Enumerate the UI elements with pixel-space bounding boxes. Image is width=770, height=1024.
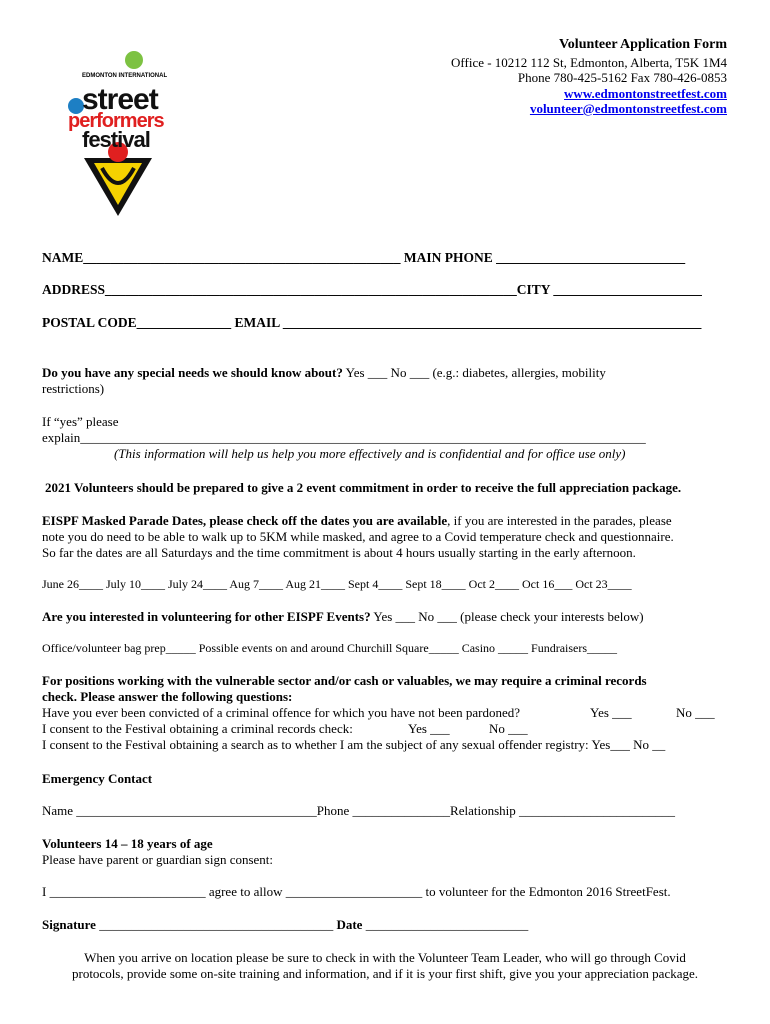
criminal-heading-1: For positions working with the vulnerable sector and/or cash or valuables, we may require a criminal records: [42, 673, 647, 688]
parade-line-2: note you do need to be able to walk up to 5KM while masked, and agree to a Covid temperature check and questionnaire.: [42, 529, 674, 544]
criminal-q2-yes[interactable]: Yes ___: [408, 721, 450, 736]
special-needs-question: Do you have any special needs we should know about?: [42, 365, 343, 380]
criminal-q1-no[interactable]: No ___: [676, 705, 715, 720]
special-needs-options[interactable]: Yes ___ No ___ (e.g.: diabetes, allergies, mobility: [342, 365, 606, 380]
event-interests[interactable]: Office/volunteer bag prep_____ Possible events on and around Churchill Square_____ Casino _____ Fundraisers_____: [42, 641, 618, 655]
date-label: Date: [333, 917, 366, 932]
logo-line-performers: performers: [68, 110, 164, 132]
other-events-options[interactable]: Yes ___ No ___ (please check your interests below): [370, 609, 644, 624]
special-needs-question-line: [42, 365, 606, 381]
date-line[interactable]: _________________________: [365, 917, 529, 932]
commitment-statement: 2021 Volunteers should be prepared to give a 2 event commitment in order to receive the full appreciation package.: [45, 480, 682, 495]
logo-line-street: street: [82, 83, 158, 116]
signature-label: Signature: [42, 917, 100, 932]
parade-heading: EISPF Masked Parade Dates, please check off the dates you are available: [42, 513, 448, 528]
criminal-q1-yes[interactable]: Yes ___: [590, 705, 632, 720]
parade-line-1-rest: , if you are interested in the parades, please: [447, 513, 672, 528]
logo-top-text: EDMONTON INTERNATIONAL: [82, 73, 168, 79]
form-title: Volunteer Application Form: [558, 37, 727, 52]
logo-green-ball: [125, 51, 143, 69]
other-events-line: [42, 609, 644, 625]
emergency-contact-row[interactable]: Name _____________________________________Phone _______________Relationship ________________________: [42, 803, 676, 818]
office-address: Office - 10212 112 St, Edmonton, Alberta, T5K 1M4: [451, 55, 727, 70]
logo-line-festival: festival: [82, 127, 150, 152]
criminal-question-1: Have you ever been convicted of a criminal offence for which you have not been pardoned?: [42, 705, 521, 720]
parade-dates[interactable]: June 26____ July 10____ July 24____ Aug 7____ Aug 21____ Sept 4____ Sept 18____ Oct 2____ Oct 16___ Oct 23____: [42, 577, 632, 591]
website-link[interactable]: www.edmontonstreetfest.com: [564, 86, 727, 101]
criminal-heading-2: check. Please answer the following questions:: [42, 689, 293, 704]
criminal-q2-no[interactable]: No ___: [489, 721, 528, 736]
special-needs-continuation: restrictions): [42, 381, 105, 396]
festival-logo: [62, 48, 182, 218]
footer-line-1: When you arrive on location please be sure to check in with the Volunteer Team Leader, who will go through Covid: [84, 950, 686, 965]
youth-subheading: Please have parent or guardian sign consent:: [42, 852, 274, 867]
email-link[interactable]: volunteer@edmontonstreetfest.com: [529, 101, 727, 116]
if-yes-label: If “yes” please: [42, 414, 119, 429]
youth-heading: Volunteers 14 – 18 years of age: [42, 836, 213, 851]
parade-line-1: [42, 513, 672, 529]
guardian-consent-row[interactable]: I ________________________ agree to allow _____________________ to volunteer for the Edmonton 2016 StreetFest.: [42, 884, 671, 899]
signature-row: [42, 917, 528, 933]
postal-email-row[interactable]: POSTAL CODE______________ EMAIL ______________________________________________________________: [42, 315, 702, 330]
explain-field[interactable]: explain_______________________________________________________________________________________: [42, 430, 646, 445]
criminal-question-2: I consent to the Festival obtaining a criminal records check:: [42, 721, 353, 736]
other-events-question: Are you interested in volunteering for other EISPF Events?: [42, 609, 371, 624]
signature-line[interactable]: ____________________________________: [99, 917, 334, 932]
phone-fax: Phone 780-425-5162 Fax 780-426-0853: [517, 70, 727, 85]
emergency-heading: Emergency Contact: [42, 771, 153, 786]
confidential-note: (This information will help us help you more effectively and is confidential and for office use only): [114, 446, 626, 461]
name-phone-row[interactable]: NAME_______________________________________________ MAIN PHONE ____________________________: [42, 250, 686, 265]
footer-line-2: protocols, provide some on-site training and information, and if it is your first shift, give you your appreciation package.: [71, 966, 699, 981]
criminal-question-3[interactable]: I consent to the Festival obtaining a search as to whether I am the subject of any sexual offender registry: Yes___ No __: [42, 737, 666, 752]
parade-line-3: So far the dates are all Saturdays and the time commitment is about 4 hours usually starting in the early afternoon.: [42, 545, 636, 560]
address-city-row[interactable]: ADDRESS_____________________________________________________________CITY ______________________: [42, 282, 702, 297]
